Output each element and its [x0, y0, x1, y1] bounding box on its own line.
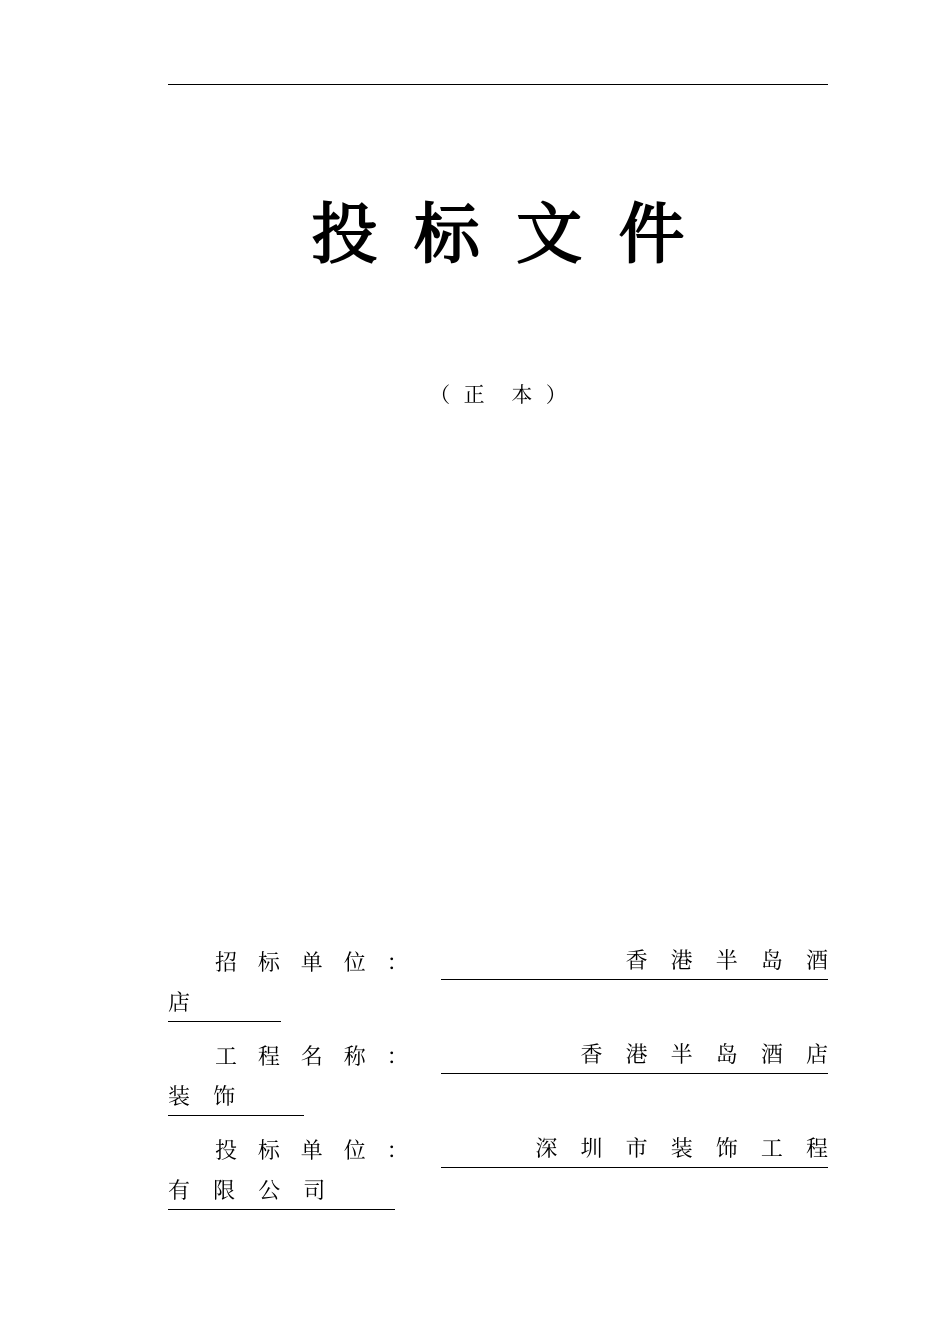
project-name-value-line1: 香港半岛酒店: [441, 1040, 828, 1074]
tendering-unit-row: [168, 940, 852, 1034]
tendering-unit-label: 招标单位：: [215, 951, 430, 976]
tendering-unit-value-line2: 店: [168, 988, 281, 1022]
project-name-row: [168, 1034, 852, 1128]
bidding-unit-label: 投标单位：: [215, 1139, 430, 1164]
version-label: （ 正 本 ）: [429, 383, 567, 407]
bidding-unit-value-line2: 有限公司: [168, 1176, 395, 1210]
header-rule: [168, 84, 828, 85]
project-name-value-line2: 装饰: [168, 1082, 304, 1116]
document-title: 投标文件: [311, 196, 721, 273]
info-block: [168, 940, 852, 1222]
bidding-unit-row: [168, 1128, 852, 1222]
bidding-unit-value-line1: 深圳市装饰工程: [441, 1134, 828, 1168]
project-name-label: 工程名称：: [215, 1045, 430, 1070]
tendering-unit-value-line1: 香港半岛酒: [441, 946, 828, 980]
